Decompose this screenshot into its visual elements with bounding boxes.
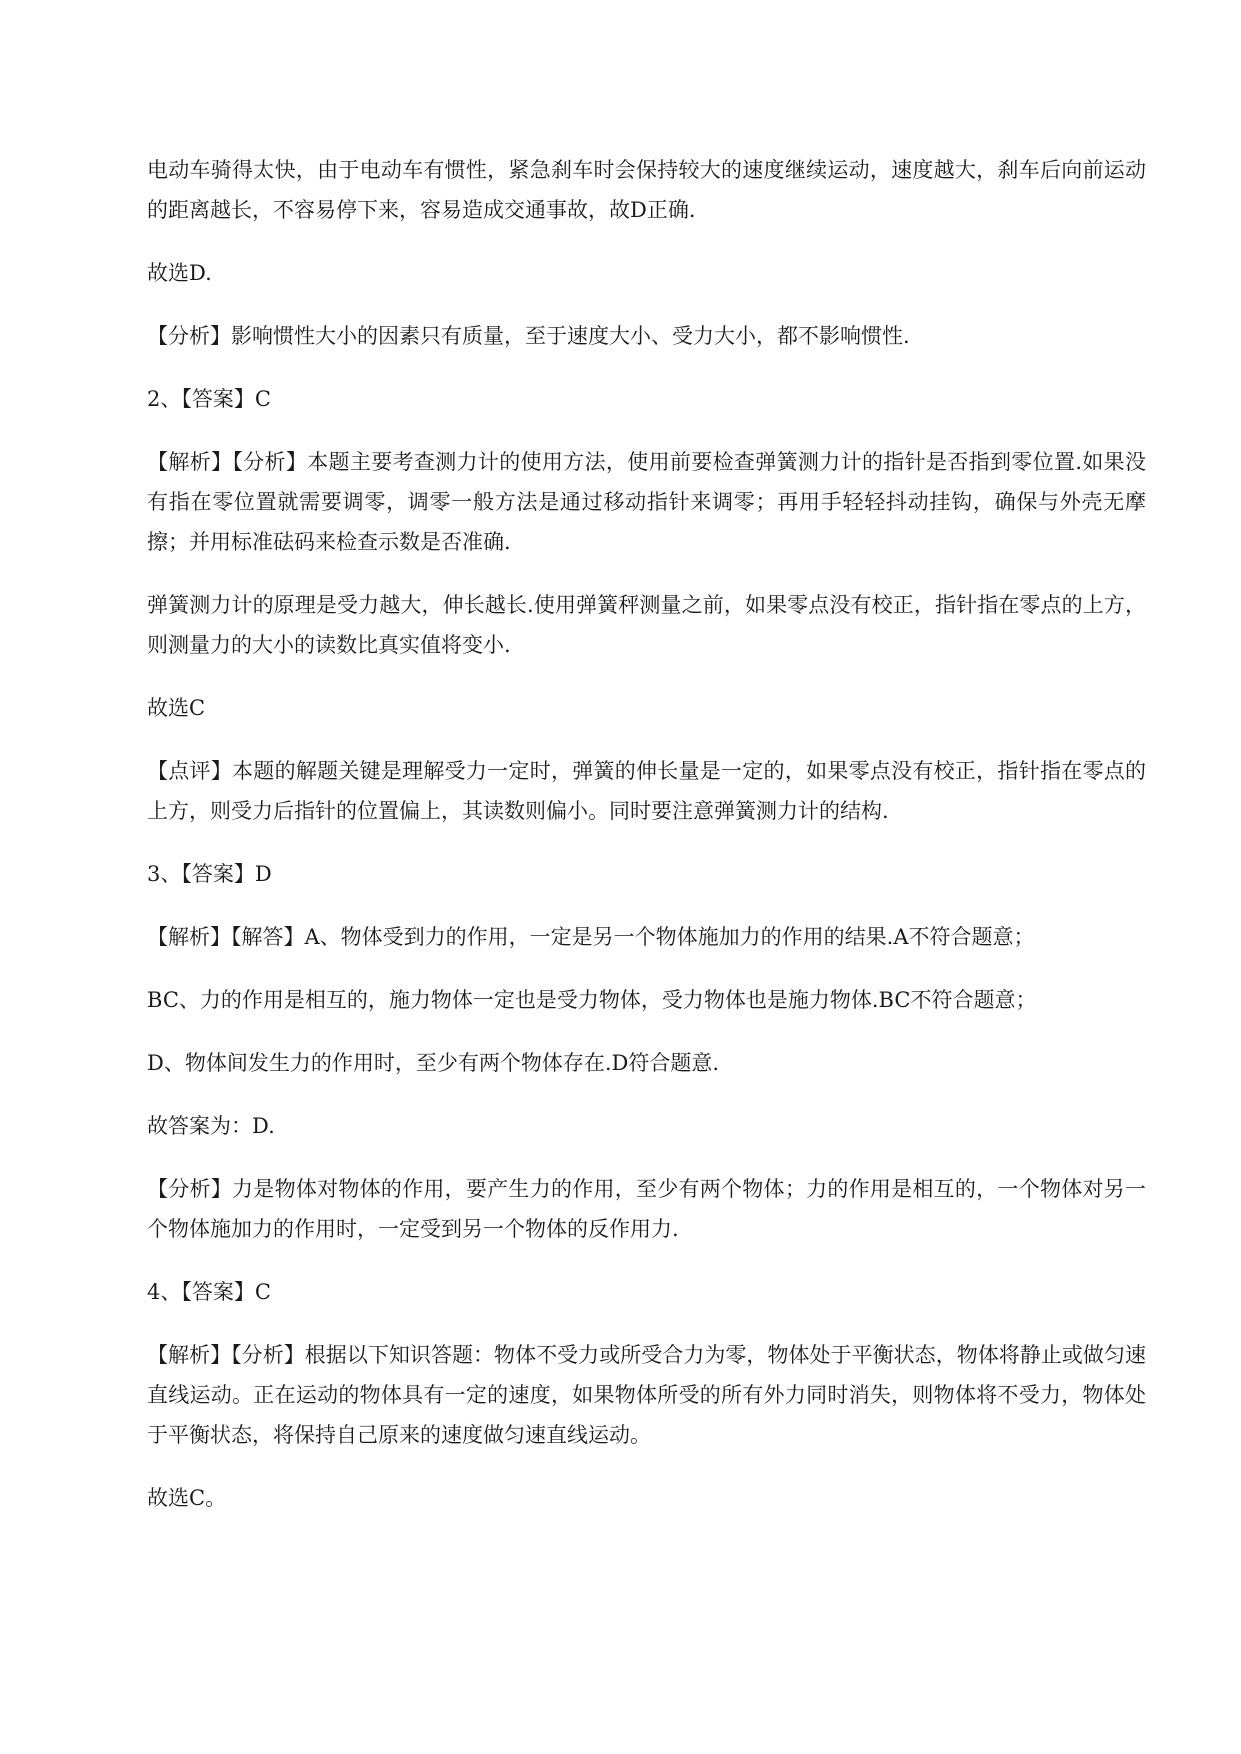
paragraph-choice-1: 故选D. — [147, 261, 212, 285]
paragraph-analysis-1: 【分析】影响惯性大小的因素只有质量，至于速度大小、受力大小，都不影响惯性. — [147, 324, 910, 348]
paragraph-analysis-3: 【分析】力是物体对物体的作用，要产生力的作用，至少有两个物体；力的作用是相互的，一个物体对另一个物体施加力的作用时，一定受到另一个物体的反作用力. — [147, 1177, 1146, 1241]
paragraph-explanation-2: 【解析】【分析】本题主要考查测力计的使用方法，使用前要检查弹簧测力计的指针是否指到零位置.如果没有指在零位置就需要调零，调零一般方法是通过移动指针来调零；再用手轻轻抖动挂钩，确保与外壳无摩擦；并用标准砝码来检查示数是否准确. — [147, 450, 1146, 554]
paragraph-explanation-3c: D、物体间发生力的作用时，至少有两个物体存在.D符合题意. — [147, 1051, 720, 1075]
paragraph-explanation-3b: BC、力的作用是相互的，施力物体一定也是受力物体，受力物体也是施力物体.BC不符合题意； — [147, 988, 1037, 1012]
paragraph-choice-4: 故选C。 — [147, 1486, 227, 1510]
paragraph-answer-3: 3、【答案】D — [147, 862, 272, 886]
paragraph-choice-2: 故选C — [147, 696, 206, 720]
paragraph-comment-2: 【点评】本题的解题关键是理解受力一定时，弹簧的伸长量是一定的，如果零点没有校正，指针指在零点的上方，则受力后指针的位置偏上，其读数则偏小。同时要注意弹簧测力计的结构. — [147, 759, 1146, 823]
paragraph-answer-2: 2、【答案】C — [147, 387, 271, 411]
paragraph-analysis-continuation: 电动车骑得太快，由于电动车有惯性，紧急刹车时会保持较大的速度继续运动，速度越大，刹车后向前运动的距离越长，不容易停下来，容易造成交通事故，故D正确. — [147, 158, 1146, 222]
paragraph-choice-3: 故答案为：D. — [147, 1114, 275, 1138]
paragraph-principle-2: 弹簧测力计的原理是受力越大，伸长越长.使用弹簧秤测量之前，如果零点没有校正，指针指在零点的上方，则测量力的大小的读数比真实值将变小. — [147, 593, 1146, 657]
paragraph-explanation-4: 【解析】【分析】根据以下知识答题：物体不受力或所受合力为零，物体处于平衡状态，物体将静止或做匀速直线运动。正在运动的物体具有一定的速度，如果物体所受的所有外力同时消失，则物体将不受力，物体处于平衡状态，将保持自己原来的速度做匀速直线运动。 — [147, 1343, 1146, 1447]
paragraph-answer-4: 4、【答案】C — [147, 1280, 271, 1304]
paragraph-explanation-3a: 【解析】【解答】A、物体受到力的作用，一定是另一个物体施加力的作用的结果.A不符合题意； — [147, 925, 1035, 949]
